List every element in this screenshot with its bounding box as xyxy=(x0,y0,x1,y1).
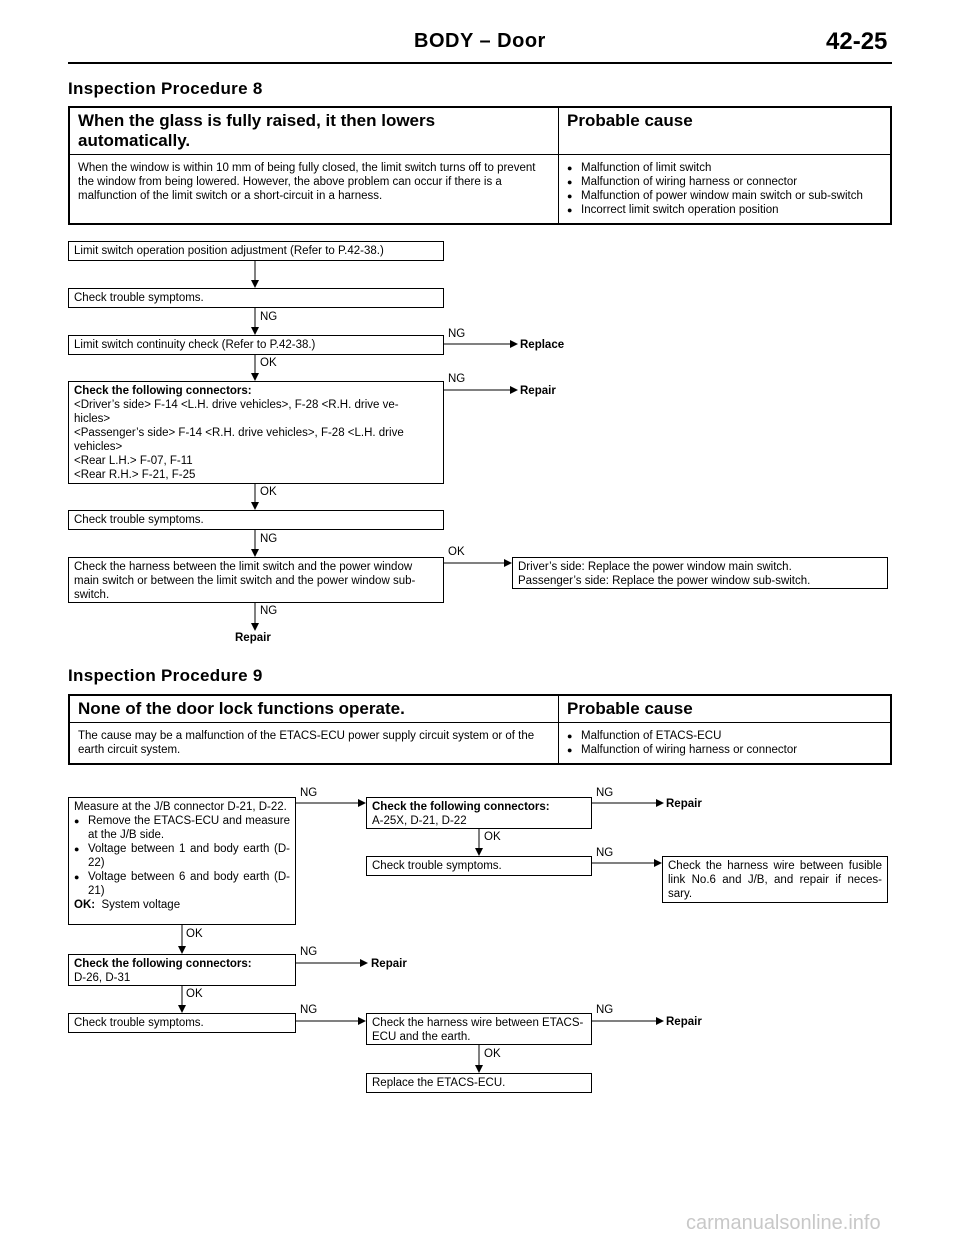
ng-label: NG xyxy=(448,373,466,385)
result-line: Passenger’s side: Replace the power window sub-switch. xyxy=(518,575,811,587)
measure-item: ● Voltage between 1 and body earth (D-22) xyxy=(74,842,290,870)
symptom-heading: When the glass is fully raised, it then lowers automatically. xyxy=(69,107,559,155)
cause-item: ● Malfunction of limit switch xyxy=(567,161,882,175)
step-check-symptoms-2: Check trouble symptoms. xyxy=(68,510,444,530)
page-header-title: BODY – Door xyxy=(414,30,546,52)
connector-line: <Passenger’s side> F-14 <R.H. drive vehicles>, F-28 <L.H. drive xyxy=(74,427,404,439)
result-line: Driver’s side: Replace the power window main switch. xyxy=(518,561,792,573)
ok-criteria-value: System voltage xyxy=(101,899,181,911)
probable-cause-heading: Probable cause xyxy=(559,695,892,723)
probable-cause-heading: Probable cause xyxy=(559,107,892,155)
cause-item: ● Malfunction of wiring harness or connector xyxy=(567,743,882,757)
result-repair: Repair xyxy=(520,385,556,397)
step-check-harness-fusible: Check the harness wire between fusible link No.6 and J/B, and repair if neces-sary. xyxy=(662,856,888,903)
ok-label: OK xyxy=(484,1048,501,1060)
cause-item: ● Malfunction of wiring harness or connector xyxy=(567,175,882,189)
ng-label: NG xyxy=(448,328,466,340)
symptom-heading: None of the door lock functions operate. xyxy=(69,695,559,723)
connectors-value: A-25X, D-21, D-22 xyxy=(372,815,467,827)
procedure-8-title: Inspection Procedure 8 xyxy=(68,79,263,98)
ng-label: NG xyxy=(260,605,278,617)
ng-label: NG xyxy=(260,533,278,545)
result-repair: Repair xyxy=(371,958,407,970)
connectors-value: D-26, D-31 xyxy=(74,972,131,984)
watermark: carmanualsonline.info xyxy=(686,1212,881,1234)
connector-line: <Rear L.H.> F-07, F-11 xyxy=(74,455,193,467)
result-replace: Replace xyxy=(520,339,565,351)
ng-label: NG xyxy=(300,1004,318,1016)
cause-item: ● Malfunction of power window main switch or sub-switch xyxy=(567,189,882,203)
ng-label: NG xyxy=(596,847,614,859)
ok-label: OK xyxy=(186,928,203,940)
connectors-title: Check the following connectors: xyxy=(372,801,550,813)
connector-line: vehicles> xyxy=(74,441,123,453)
ok-label: OK xyxy=(186,988,203,1000)
ng-label: NG xyxy=(300,787,318,799)
measure-title: Measure at the J/B connector D-21, D-22. xyxy=(74,801,287,813)
ok-criteria-label: OK: xyxy=(74,899,96,911)
step-limit-switch-adjustment: Limit switch operation position adjustment (Refer to P.42-38.) xyxy=(68,241,444,261)
page-number: 42-25 xyxy=(826,28,888,55)
ok-label: OK xyxy=(448,546,465,558)
measure-item: ● Remove the ETACS-ECU and measure at the J/B side. xyxy=(74,814,290,842)
measure-item: ● Voltage between 6 and body earth (D-21) xyxy=(74,870,290,898)
cause-item: ● Malfunction of ETACS-ECU xyxy=(567,729,882,743)
connectors-title: Check the following connectors: xyxy=(74,958,252,970)
symptom-description: When the window is within 10 mm of being fully closed, the limit switch turns off to prevent the window from being lowered. However, the above problem can occur if there is a malfunction of the limit switch or a short-circuit in a harness. xyxy=(69,155,559,225)
step-replace-etacs-ecu: Replace the ETACS-ECU. xyxy=(366,1073,592,1093)
step-check-symptoms-1: Check trouble symptoms. xyxy=(68,288,444,308)
result-final-repair: Repair xyxy=(235,632,271,644)
ok-label: OK xyxy=(260,486,277,498)
symptom-description: The cause may be a malfunction of the ETACS-ECU power supply circuit system or of the earth circuit system. xyxy=(69,723,559,765)
step-check-symptoms-b: Check trouble symptoms. xyxy=(68,1013,296,1033)
step-limit-switch-continuity: Limit switch continuity check (Refer to P.42-38.) xyxy=(68,335,444,355)
result-repair: Repair xyxy=(666,798,702,810)
ng-label: NG xyxy=(596,787,614,799)
connector-line: <Rear R.H.> F-21, F-25 xyxy=(74,469,196,481)
ok-label: OK xyxy=(484,831,501,843)
step-check-harness: Check the harness between the limit switch and the power window main switch or between the limit switch and the power window sub-switch. xyxy=(68,557,444,603)
connectors-title: Check the following connectors: xyxy=(74,385,252,397)
procedure-9-title: Inspection Procedure 9 xyxy=(68,666,263,685)
ng-label: NG xyxy=(300,946,318,958)
connector-line: <Driver’s side> F-14 <L.H. drive vehicles>, F-28 <R.H. drive ve- xyxy=(74,399,399,411)
step-check-harness-earth: Check the harness wire between ETACS-ECU and the earth. xyxy=(366,1013,592,1045)
ng-label: NG xyxy=(596,1004,614,1016)
cause-item: ● Incorrect limit switch operation position xyxy=(567,203,882,217)
step-check-symptoms-a: Check trouble symptoms. xyxy=(366,856,592,876)
ok-label: OK xyxy=(260,357,277,369)
result-repair: Repair xyxy=(666,1016,702,1028)
connector-line: hicles> xyxy=(74,413,111,425)
ng-label: NG xyxy=(260,311,278,323)
